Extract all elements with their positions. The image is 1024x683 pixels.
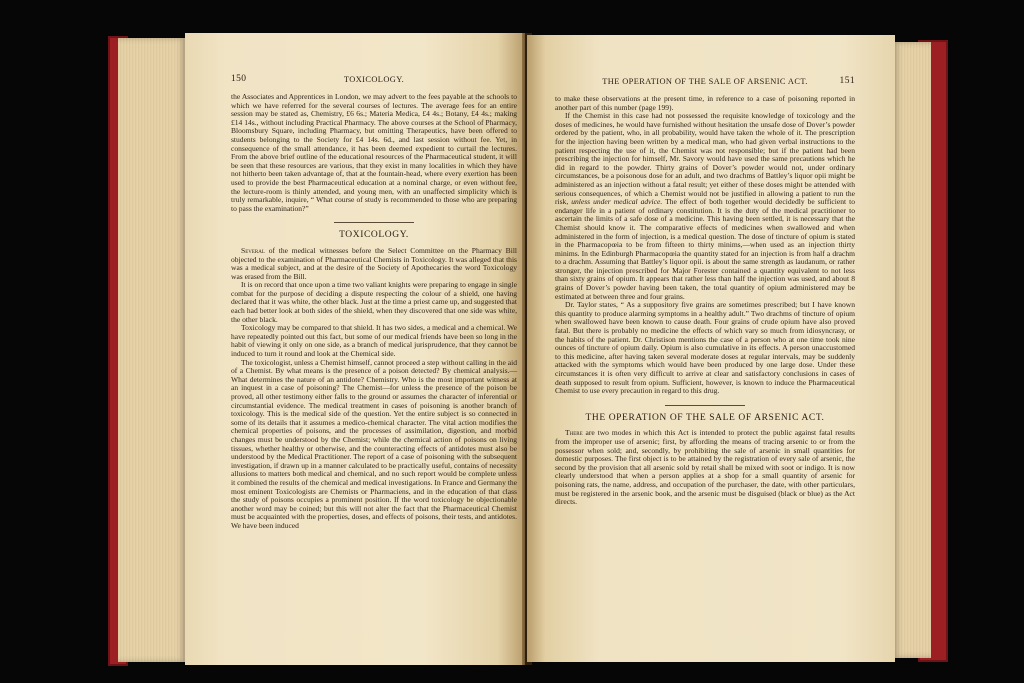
left-paragraph: The toxicologist, unless a Chemist himself, cannot proceed a step without calling in the aid of a Chemist. By what means is the presence of a poison detected? By chemical analysis.—What determines the nature of an antidote? Chemistry. Who is the most important witness at an inquest in a case of poisoning? The Chemist—for unless the presence of the poison be proved, all other testimony either falls to the ground or assumes the character of inferential or circumstantial evidence. The medical treatment in cases of poisoning is another branch of toxicology. This is the medical side of the question. Yet the entire subject is so connected in some of its details that it assumes a medico-chemical character. The vital action modifies the chemical properties of poisons, and the processes of assimilation, digestion, and morbid changes must be understood by the Chemist; while the chemical action of poisons on living tissues, whether healthy or otherwise, and the counteracting effects of antidotes must also be understood by the Medical Practitioner. The report of a case of poisoning with the subsequent investigation, if drawn up in a manner calculated to be practically useful, contains of necessity allusions to matters both medical and chemical, and no such report would be complete unless it combined the results of the chemical and medical investigations. In France and Germany the most eminent Toxicologists are Chemists or Pharmaciens, and in the education of that class the study of poisons occupies a prominent position. If the word toxicology be objectionable another word may be coined; but this will not alter the fact that the Pharmaceutical Chemist must be acquainted with the properties, doses, and effects of poisons, their tests, and antidotes. We have been induced [231,357,517,530]
section-divider [334,222,414,223]
left-paragraph: It is on record that once upon a time two valiant knights were preparing to engage in single combat for the purpose of deciding a dispute respecting the colour of a shield, one having declared that it was white, the other black. Just at the time a priest came up, and suggested that each had better look at both sides of the shield, when they discovered that one side was white, the other black. [231,280,517,324]
right-page [527,35,895,662]
left-page-number: 150 [231,74,247,84]
right-running-title: THE OPERATION OF THE SALE OF ARSENIC ACT. [602,77,808,86]
right-paragraph: Dr. Taylor states, “ As a suppository five grains are sometimes prescribed; but I have known this quantity to produce alarming symptoms in a healthy adult.” Two drachms of tincture of opium when swallowed have been known to cause death. Four grains of crude opium have also proved fatal. But there is probably no medicine the effects of which vary so much from idiosyncrasy, or the habits of the patient. Dr. Christison mentions the case of a person who at one time took nine ounces of tincture of opium daily. Opium is also cumulative in its effects. A person unaccustomed to this medicine, after having taken several moderate doses at regular intervals, may be suddenly attacked with the symptoms which would have been produced by one large dose. Under these circumstances it is often very difficult to arrive at clear and satisfactory conclusions in cases of death supposed to result from opium. Sufficient, however, is known to induce the Pharmaceutical Chemist to use every precaution in regard to this drug. [555,300,855,396]
left-opening-paragraph: the Associates and Apprentices in London, we may advert to the fees payable at the schools to which we have referred for the several courses of lectures. The average fees for an entire session may be stated as, Chemistry, £6 6s.; Materia Medica, £4 4s.; Botany, £4 4s.; making £14 14s., without including Practical Pharmacy. The above courses at the School of Pharmacy, Bloomsbury Square, including Pharmacy, but omitting Therapeutics, have been offered to students belonging to the Society for £4 14s. 6d., and last session without fee. Yet, in consequence of the small attendance, it has been deemed expedient to curtail the lectures. From the above brief outline of the educational resources of the Pharmaceutical student, it will be seen that these resources are various, that they exist in many localities in which they have not hitherto been taken advantage of, that at the fountain-head, where every exertion has been used to provide the best Pharmaceutical education at a nominal charge, or even without fee, the lecture-room is thinly attended, and young men, with an unaffected simplicity which is truly remarkable, inquire, “ What course of study is recommended to those who are preparing to pass the examination?” [231,92,517,213]
page-edges-right [893,42,931,658]
section-heading-arsenic-act: THE OPERATION OF THE SALE OF ARSENIC ACT. [585,412,825,423]
right-page-number: 151 [839,76,855,86]
right-paragraph-text: are two modes in which this Act is intended to protect the public against fatal results from the improper use of arsenic; first, by affording the means of tracing arsenic to or from the possessor when sold; and, secondly, by prohibiting the sale of arsenic in small quantities for domestic purposes. The first object is to be attained by the registration of every sale of arsenic, the second by the provision that all arsenic sold by retail shall be mixed with soot or indigo. It is now clearly understood that when a person applies at a shop for a small quantity of arsenic for poisoning rats, the name, address, and occupation of the purchaser, the date, with other particulars, must be registered in the arsenic book, and the arsenic must be disguised (black or blue) as the Act directs. [555,428,855,507]
left-paragraph: Toxicology may be compared to that shield. It has two sides, a medical and a chemical. We have repeatedly pointed out this fact, but some of our medical friends have been so long in the habit of viewing it only on one side, as a branch of medical jurisprudence, that they cannot be induced to turn it round and look at the Chemical side. [231,323,517,359]
section-divider [665,405,745,406]
page-edges-left [118,38,186,662]
right-opening-paragraph: to make these observations at the present time, in reference to a case of poisoning reported in another part of this number (page 199). [555,94,855,112]
left-page-text [231,93,517,531]
right-paragraph [555,429,855,506]
right-paragraph-text: The effect of both together would decidedly be sufficient to endanger life in a patient of ordinary constitution. It is the duty of the medical practitioner to ascertain the limits of a safe dose of a medicine. This having been settled, it is necessary that the Chemist should know it. The comparative effects of medicines when swallowed and when administered in the form of injection, is a medical question. The dose of tincture of opium is stated in the Pharmacopœia to be from fifteen to thirty minims,—when used as an injection thirty minims. In the Edinburgh Pharmacopœia the quantity stated for an injection is from half a drachm to a drachm. Assuming that Battley’s liquor opii. is about the same strength as laudanum, or rather stronger, the injection prescribed for Major Forester contained a quantity equivalent to not less than sixty grains of opium. It appears that rather less than half the injection was used, and about 8 grains of Dover’s powder having been taken, the total quantity of opium administered may be estimated at between three and four grains. [555,197,855,301]
section-heading-toxicology: TOXICOLOGY. [339,230,409,241]
left-running-title: TOXICOLOGY. [343,75,405,84]
right-paragraph-text: If the Chemist in this case had not possessed the requisite knowledge of toxicology and the doses of medicines, he would have furnished without hesitation the unsafe dose of Dover’s powder ordered by the patient, who, in all probability, would have taken the whole of it. The prescription for the injection having been written by a medical man, who had given verbal instructions to the patient respecting the use of it, the Chemist was not responsible; but if the patient had been prescribing the injection for himself, Mr. Savory would have used the same precautions which he did in regard to the powder. Thirty grains of Dover’s powder would not, under ordinary circumstances, be a poisonous dose for an adult, and two drachms of Battley’s liquor opii might be administered as an injection without a fatal result; yet either of these doses might be attended with serious consequences, of which a Chemist would not be justified in allowing a patient to run the risk, [555,111,855,207]
italic-phrase: unless under medical advice. [571,197,663,207]
section-lead-word: There [565,428,583,438]
right-paragraph [555,112,855,301]
left-paragraph-text: of the medical witnesses before the Select Committee on the Pharmacy Bill objected to the examination of Pharmaceutical Chemists in Toxicology. It was alleged that this was a medical subject, and at the desire of the Society of Apothecaries the word Toxicology was erased from the Bill. [231,245,518,281]
right-page-text [555,95,855,507]
left-paragraph [231,247,517,281]
left-page [185,33,525,665]
section-lead-word: Several [241,245,265,255]
